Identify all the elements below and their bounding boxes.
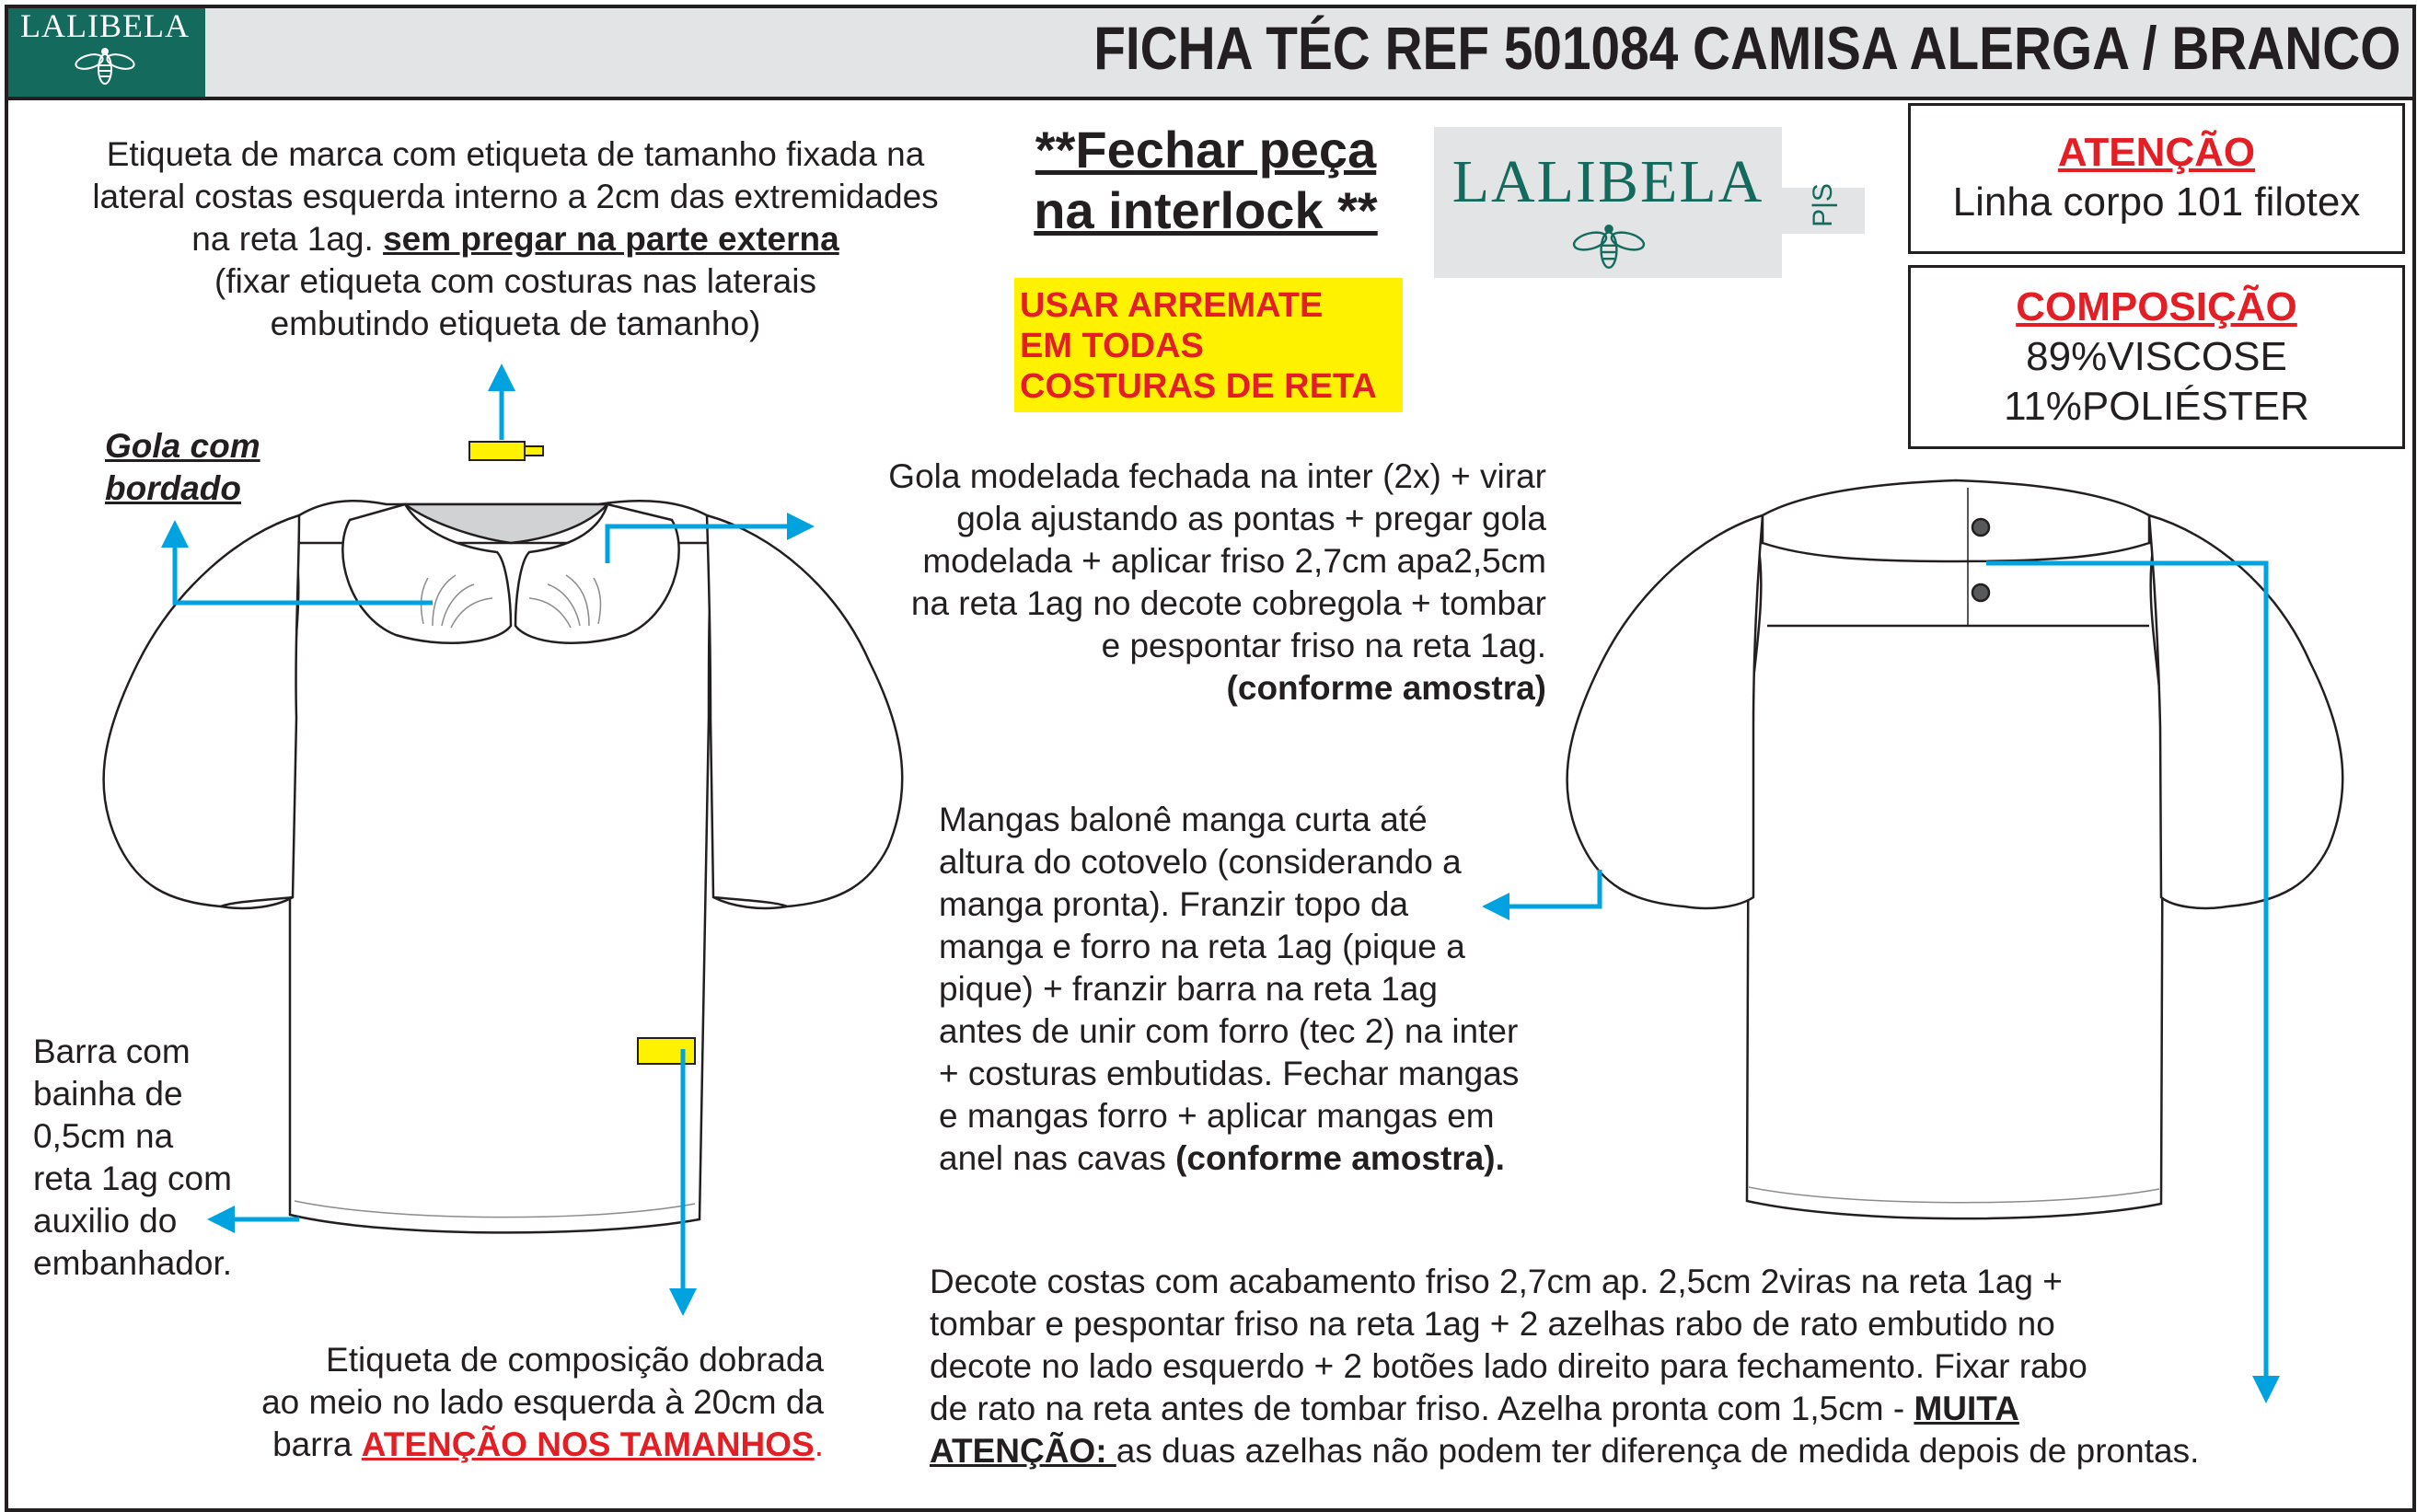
brand-label-marker bbox=[469, 442, 525, 460]
note-gola-bordado: Gola com bordado bbox=[105, 427, 260, 507]
brand-ps: P|S bbox=[1782, 188, 1865, 234]
composition-title: COMPOSIÇÃO bbox=[2016, 284, 2297, 329]
logo bbox=[5, 5, 205, 97]
note-mangas: Mangas balonê manga curta até altura do cotovelo (considerando a manga pronta). Franzir topo da manga e forro na reta 1ag (pique a pique) + franzir barra na reta 1ag antes de unir com forro (tec 2) na inter + costuras embutidas. Fechar mangas e mangas forro + aplicar mangas em anel nas cavas (conforme amostra). bbox=[939, 801, 1520, 1177]
arrow-gola-bordado bbox=[175, 534, 433, 603]
note-barra: Barra com bainha de 0,5cm na reta 1ag com auxilio do embanhador. bbox=[33, 1033, 233, 1282]
note-interlock: **Fechar peça na interlock ** bbox=[1034, 121, 1378, 239]
composition-line-2: 11%POLIÉSTER bbox=[2004, 384, 2309, 429]
composition-line-1: 89%VISCOSE bbox=[2026, 334, 2287, 379]
note-brand-label: Etiqueta de marca com etiqueta de tamanho fixada na lateral costas esquerda interno a 2cm das extremidades na reta 1ag. sem pregar na parte externa (fixar etiqueta com costuras nas laterais embutindo etiqueta de tamanho) bbox=[92, 135, 939, 342]
note-composicao-label: Etiqueta de composição dobrada ao meio no lado esquerda à 20cm da barra ATENÇÃO NOS TAMANHOS. bbox=[261, 1341, 824, 1463]
brand-name: LALIBELA bbox=[1451, 148, 1764, 215]
attention-title: ATENÇÃO bbox=[2057, 130, 2256, 175]
composition-box bbox=[1908, 265, 2405, 449]
attention-box bbox=[1908, 103, 2405, 254]
page-title: FICHA TÉC REF 501084 CAMISA ALERGA / BRANCO bbox=[1093, 14, 2400, 82]
brand-logo bbox=[1434, 127, 1782, 278]
bee-icon bbox=[1570, 219, 1648, 274]
note-decote-costas: Decote costas com acabamento friso 2,7cm ap. 2,5cm 2viras na reta 1ag + tombar e pespontar friso na reta 1ag + 2 azelhas rabo de rato embutido no decote no lado esquerdo + 2 botões lado direito para fechamento. Fixar rabo de rato na reta antes de tombar friso. Azelha pronta com 1,5cm - MUITA ATENÇÃO: as duas azelhas não podem ter diferença de medida depois de prontas. bbox=[930, 1263, 2200, 1470]
attention-line: Linha corpo 101 filotex bbox=[1952, 179, 2361, 225]
back-garment bbox=[1567, 480, 2343, 1218]
bee-icon bbox=[73, 43, 137, 89]
composition-label-marker bbox=[638, 1038, 695, 1064]
note-gola-modelada: Gola modelada fechada na inter (2x) + virar gola ajustando as pontas + pregar gola modelada + aplicar friso 2,7cm apa2,5cm na reta 1ag no decote cobregola + tombar e pespontar friso na reta 1ag. (conforme amostra) bbox=[888, 457, 1546, 707]
note-arremate: USAR ARREMATE EM TODAS COSTURAS DE RETA bbox=[1014, 278, 1403, 412]
logo-text: LALIBELA bbox=[20, 7, 190, 44]
